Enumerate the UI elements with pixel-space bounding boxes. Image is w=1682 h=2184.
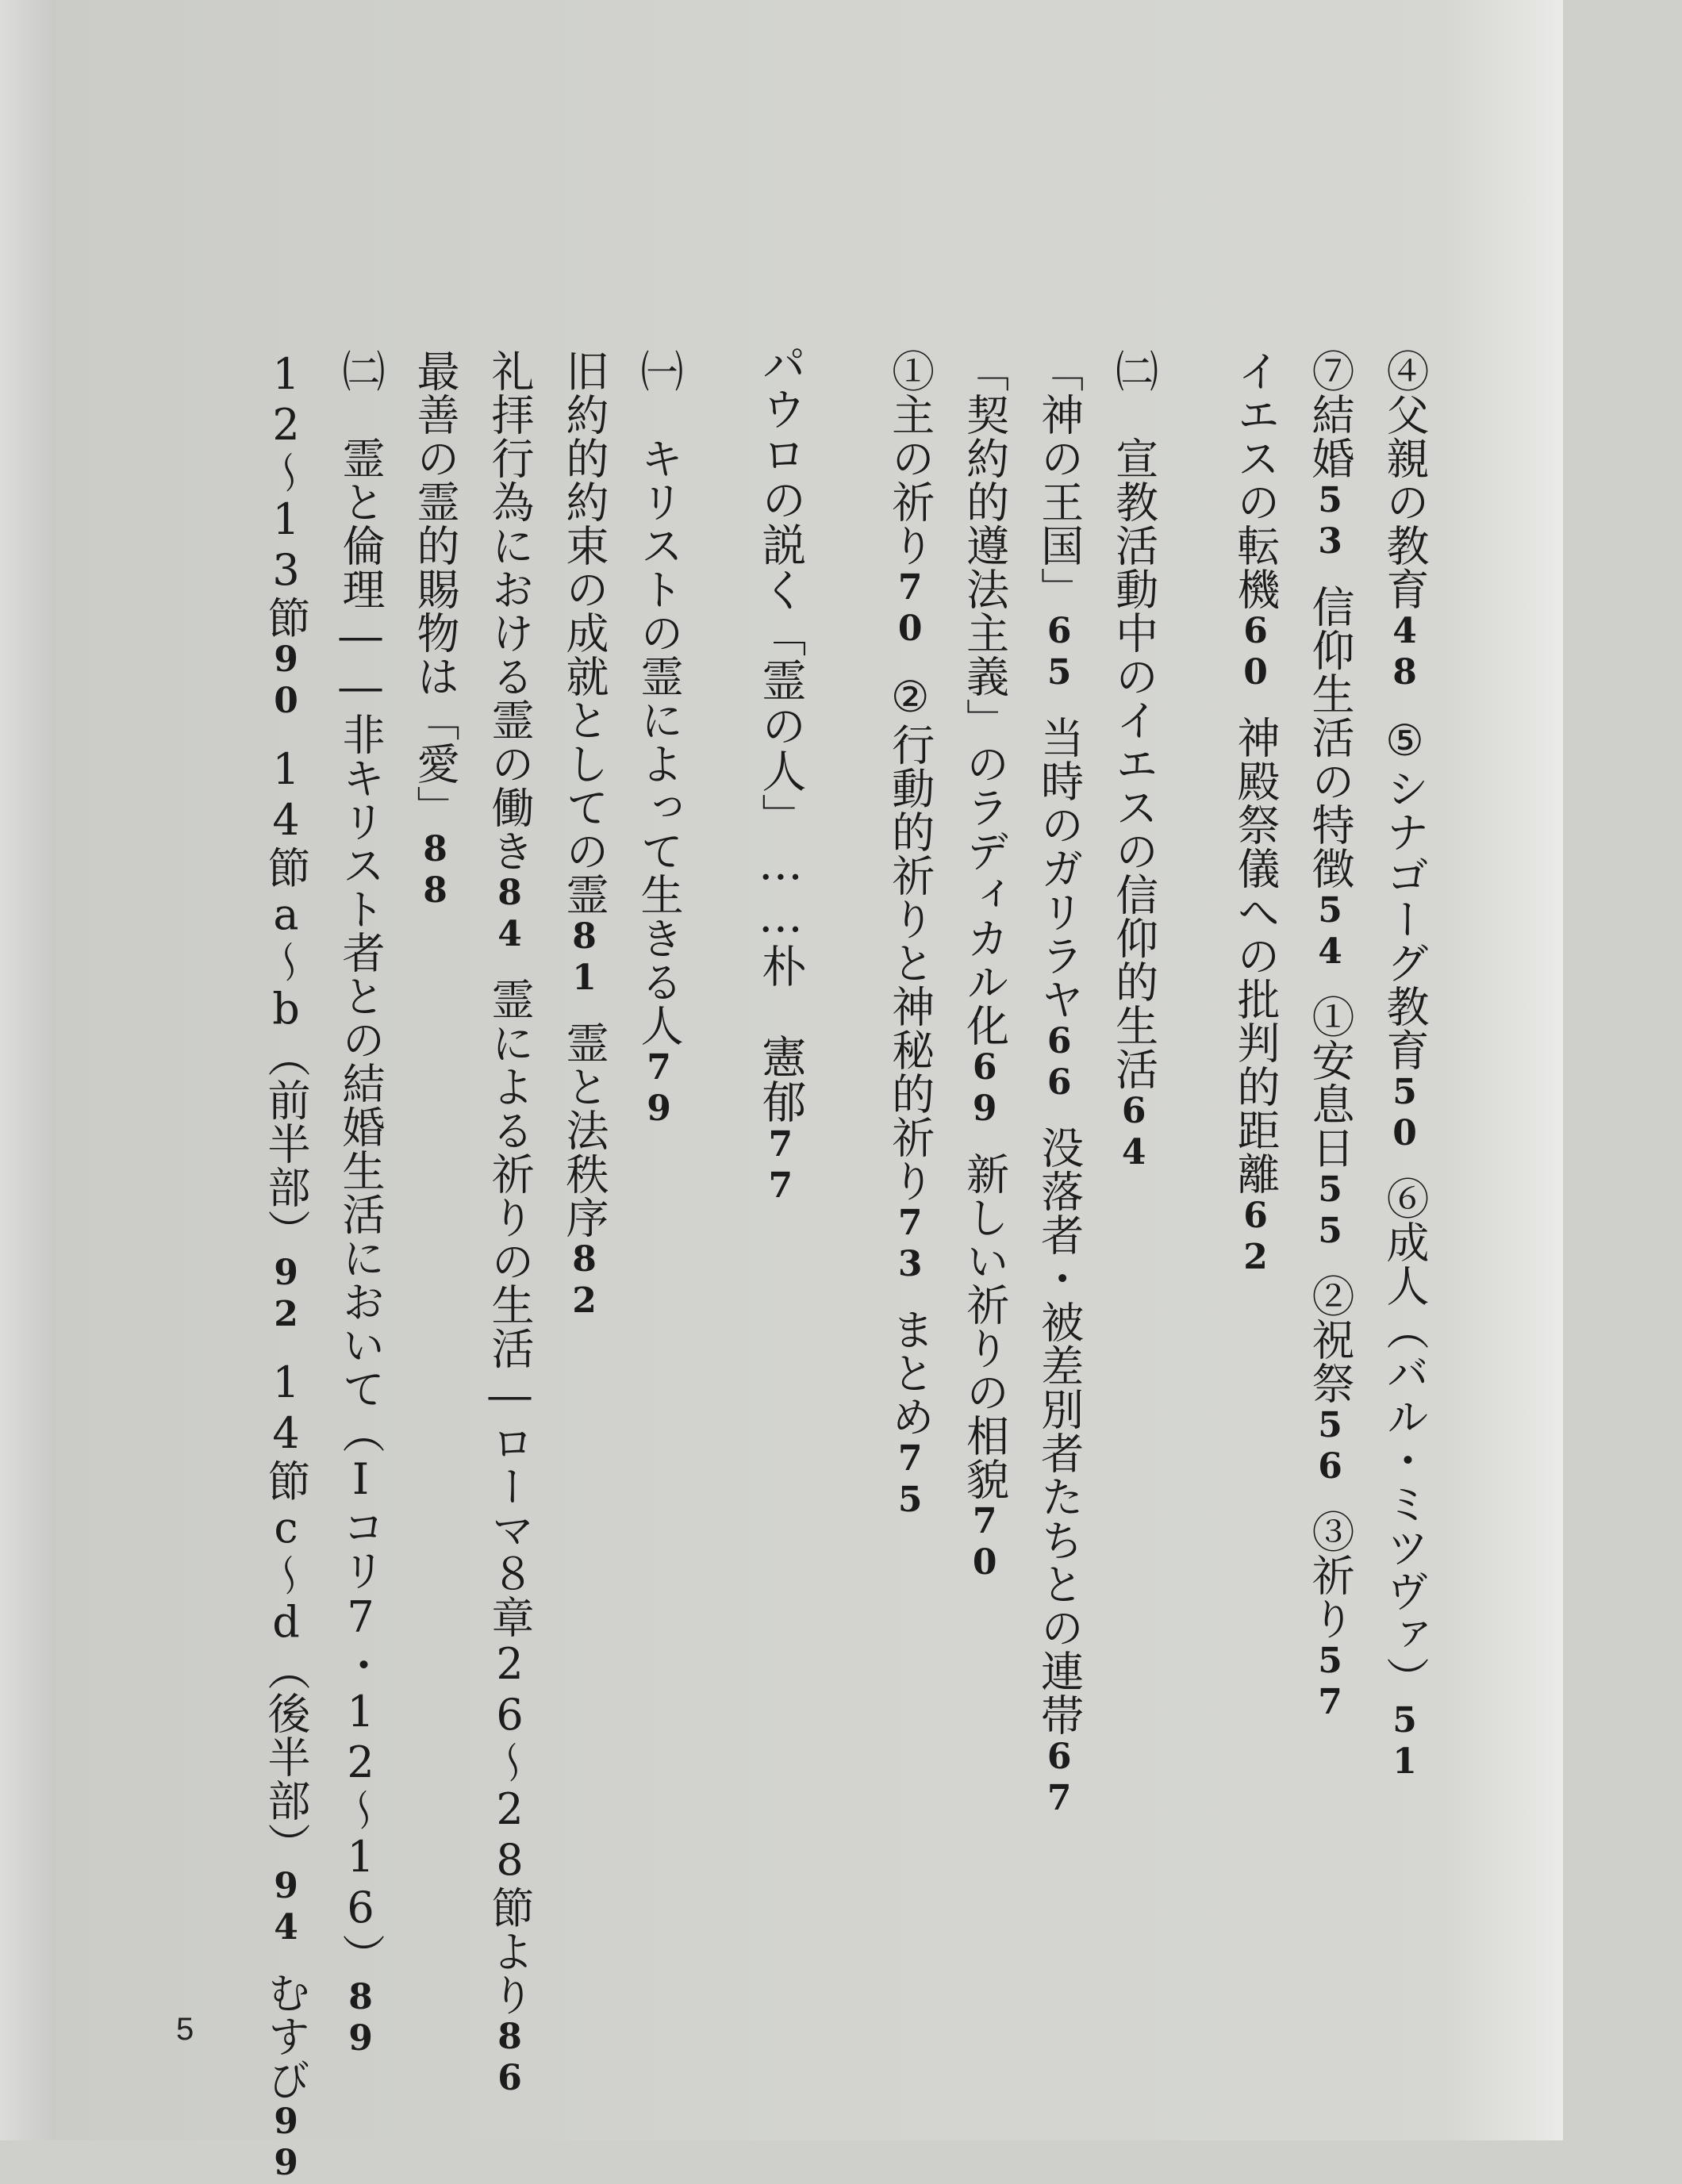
toc-entry: 旧約的約束の成就としての霊	[559, 349, 610, 916]
page-ref: 79	[639, 1047, 680, 1130]
page-ref: 64	[1113, 1091, 1154, 1173]
page-ref: 70	[964, 1501, 1005, 1583]
page-ref: 77	[760, 1124, 801, 1207]
toc-line-5	[1027, 349, 1091, 1920]
toc-entry: 霊と法秩序	[559, 1021, 610, 1239]
toc-line-14	[254, 349, 317, 2184]
page-gutter-shadow	[1444, 0, 1563, 2140]
toc-entry: 最善の霊的賜物は「愛」	[410, 349, 461, 829]
toc-entry: 新しい祈りの相貌	[959, 1152, 1010, 1501]
toc-entry: ⑦結婚	[1305, 349, 1355, 480]
blank-line	[831, 349, 866, 1920]
toc-entry: ⑥成人（バル・ミツヴァ）	[1380, 1176, 1430, 1700]
toc-section-2b	[328, 349, 392, 2059]
toc-section-2	[1102, 349, 1165, 1920]
toc-line-2	[1298, 349, 1361, 1920]
toc-line-10	[552, 349, 616, 1920]
page-ref: 48	[1384, 611, 1425, 693]
page-ref: 62	[1235, 1196, 1276, 1278]
table-of-contents	[254, 341, 1436, 2184]
toc-chapter-heading	[748, 341, 812, 1920]
page-ref: 50	[1384, 1072, 1425, 1154]
page-ref: 84	[490, 873, 531, 955]
toc-entry: 「契約的遵法主義」のラディカル化	[959, 349, 1010, 1047]
toc-line-6	[953, 349, 1016, 1920]
toc-entry: ③祈り	[1305, 1510, 1355, 1641]
page-number: 5	[176, 2012, 194, 2047]
adjacent-page-edge	[0, 0, 56, 2140]
page-ref: 88	[415, 829, 456, 912]
page-ref: 53	[1310, 480, 1350, 562]
chapter-title: パウロの説く「霊の人」……朴 憲郁	[755, 341, 807, 1124]
toc-line-1	[1373, 349, 1436, 1920]
toc-section-title: ㈠ キリストの霊によって生きる人	[634, 349, 685, 1047]
page-ref: 99	[266, 2101, 307, 2184]
toc-section-title: ㈡ 宣教活動中のイエスの信仰的生活	[1108, 349, 1159, 1091]
toc-section-1	[627, 349, 690, 1920]
page-ref: 65	[1039, 611, 1080, 693]
toc-section-title: ㈡ 霊と倫理――非キリスト者との結婚生活において（Ⅰコリ7・12～16）	[336, 349, 386, 1977]
toc-line-7	[878, 349, 942, 1920]
toc-entry: むすび	[261, 1971, 312, 2101]
toc-entry: 14節a～b（前半部）	[261, 744, 312, 1253]
page-ref: 54	[1310, 890, 1350, 973]
blank-line	[1177, 349, 1212, 1920]
toc-entry: 14節c～d（後半部）	[261, 1357, 312, 1866]
toc-entry: ⑤シナゴーグ教育	[1380, 716, 1430, 1072]
page-ref: 55	[1310, 1169, 1350, 1252]
toc-entry: ①主の祈り	[885, 349, 935, 567]
page-ref: 66	[1039, 1021, 1080, 1104]
blank-line	[701, 349, 737, 1920]
toc-entry: 信仰生活の特徴	[1305, 585, 1355, 890]
page-ref: 86	[490, 2017, 531, 2099]
toc-entry: 12～13節	[261, 349, 312, 639]
page-ref: 57	[1310, 1641, 1350, 1723]
toc-entry: まとめ	[885, 1307, 935, 1438]
toc-entry: 礼拝行為における霊の働き	[485, 349, 536, 873]
page-ref: 73	[889, 1203, 931, 1285]
toc-entry: ②行動的祈りと神秘的祈り	[885, 672, 935, 1203]
page-ref: 70	[889, 567, 931, 650]
toc-line-11	[478, 349, 541, 2099]
page-ref: 94	[266, 1866, 307, 1948]
page-ref: 90	[266, 639, 307, 722]
page-ref: 69	[964, 1047, 1005, 1130]
toc-line-12	[403, 349, 467, 1920]
toc-entry: ②祝祭	[1305, 1274, 1355, 1405]
page-ref: 51	[1384, 1700, 1425, 1783]
page-ref: 67	[1039, 1737, 1080, 1819]
page-ref: 60	[1235, 611, 1276, 693]
toc-entry: ①安息日	[1305, 995, 1355, 1169]
page-ref: 56	[1310, 1405, 1350, 1487]
page-ref: 82	[564, 1239, 605, 1322]
toc-entry: 没落者・被差別者たちとの連帯	[1034, 1126, 1085, 1737]
page-ref: 89	[340, 1977, 382, 2059]
toc-entry: イエスの転機	[1231, 349, 1281, 611]
toc-line-3	[1223, 349, 1287, 1920]
toc-entry: ④父親の教育	[1380, 349, 1430, 611]
toc-entry: 霊による祈りの生活―ローマ８章26～28節より	[485, 977, 536, 2017]
page-ref: 92	[266, 1253, 307, 1335]
page-ref: 81	[564, 916, 605, 999]
page-ref: 75	[889, 1438, 931, 1521]
toc-entry: 当時のガリラヤ	[1034, 716, 1085, 1021]
toc-entry: 「神の王国」	[1034, 349, 1085, 611]
toc-entry: 神殿祭儀への批判的距離	[1231, 716, 1281, 1196]
